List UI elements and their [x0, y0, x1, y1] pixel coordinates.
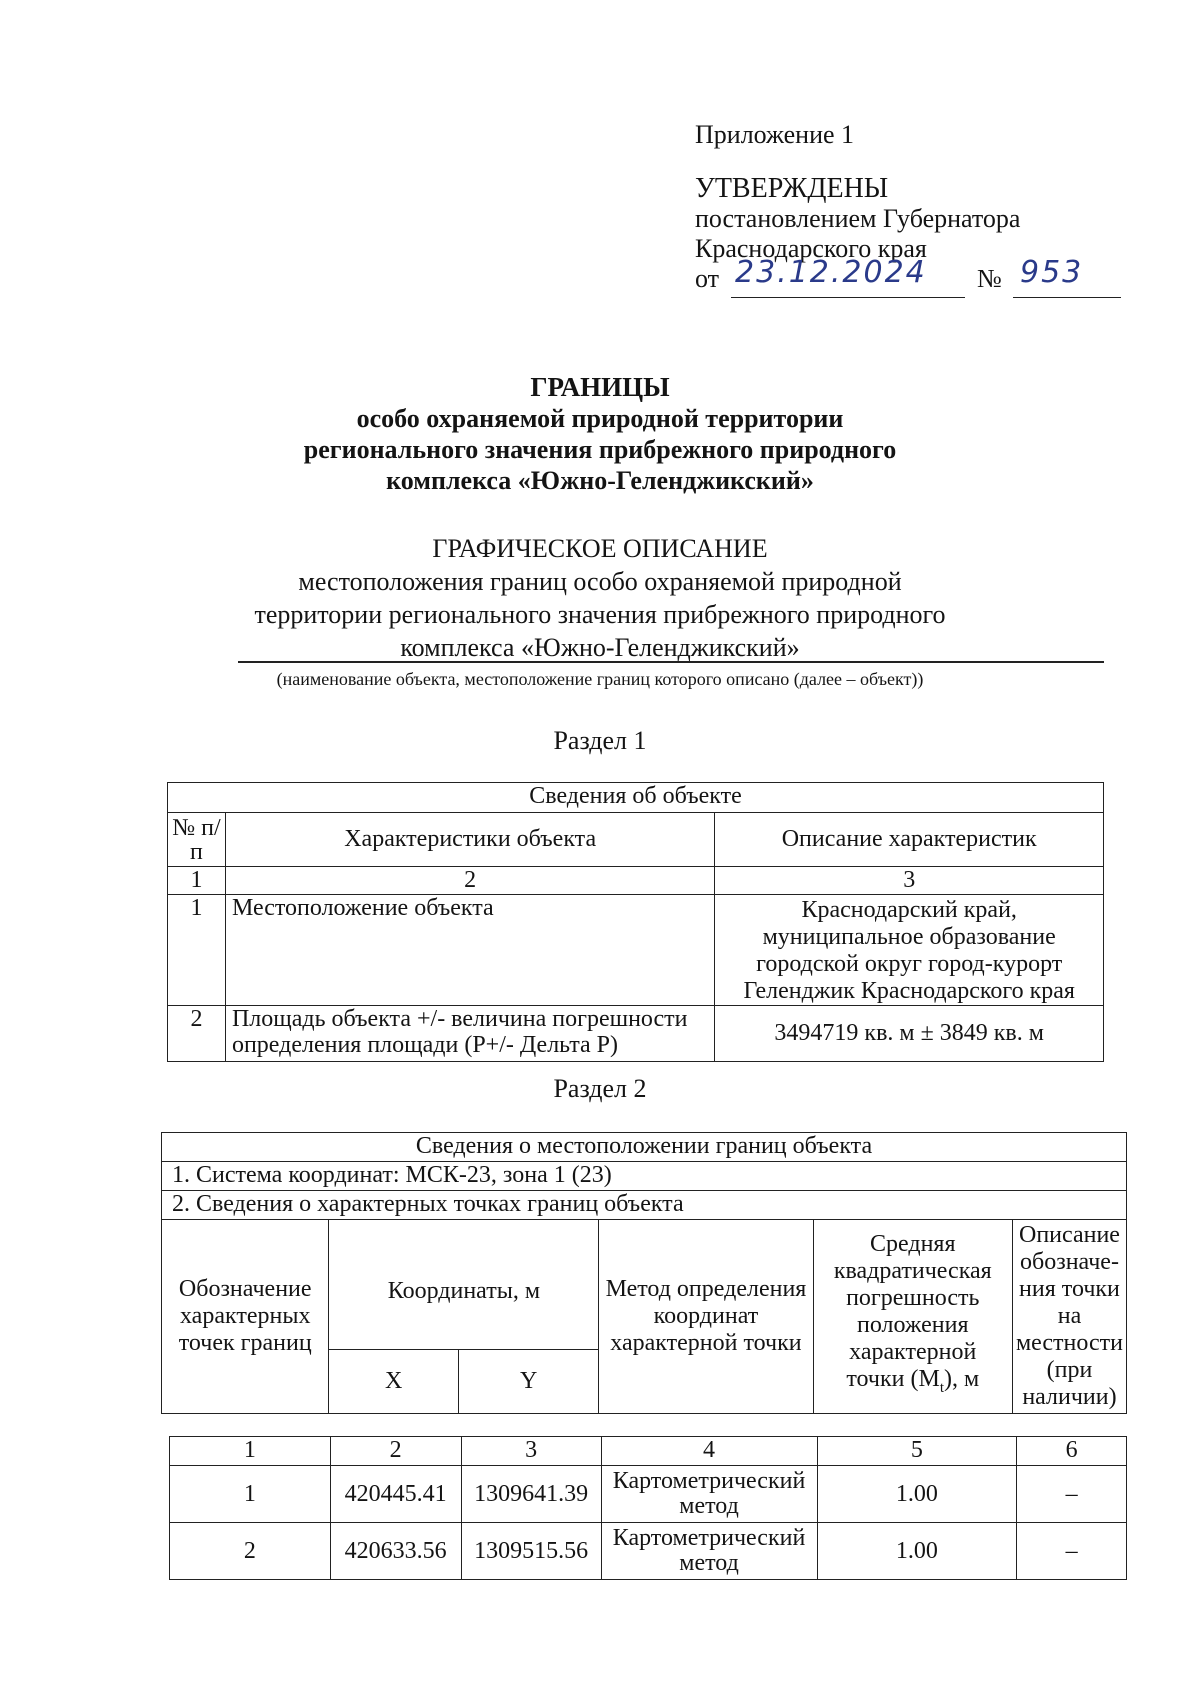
point-error: 1.00	[817, 1523, 1017, 1580]
section-2-heading: Раздел 2	[553, 1074, 647, 1103]
object-info-table	[167, 782, 1104, 1062]
index-cell: 6	[1017, 1437, 1127, 1466]
object-name-rule	[238, 661, 1104, 663]
row-desc: Краснодарский край, муниципальное образование городской округ город-курорт Геленджик Краснодарского края	[715, 895, 1104, 1006]
title-line-3: регионального значения прибрежного природного	[303, 435, 897, 464]
point-id: 2	[170, 1523, 331, 1580]
header-method: Метод определения координат характерной точки	[599, 1220, 813, 1414]
handwritten-number: 953	[1020, 255, 1084, 290]
object-note: (наименование объекта, местоположение границ которого описано (далее – объект))	[276, 669, 924, 689]
subtitle-line-2: местоположения границ особо охраняемой природной	[298, 567, 902, 596]
index-cell: 5	[817, 1437, 1017, 1466]
point-desc: –	[1017, 1466, 1127, 1523]
date-prefix: от	[695, 264, 720, 293]
table-row	[168, 895, 1104, 1006]
index-cell: 3	[461, 1437, 601, 1466]
approved-line-1: постановлением Губернатора	[695, 204, 1021, 233]
point-id: 1	[170, 1466, 331, 1523]
row-num: 2	[168, 1006, 226, 1062]
point-x: 420633.56	[330, 1523, 461, 1580]
index-cell: 2	[225, 867, 714, 895]
table-row	[168, 1006, 1104, 1062]
boundary-info-table	[161, 1132, 1127, 1414]
title-line-4: комплекса «Южно-Геленджикский»	[386, 466, 814, 495]
point-method: Картометрический метод	[601, 1466, 817, 1523]
boundary-points-table	[169, 1436, 1127, 1580]
table-row	[170, 1466, 1127, 1523]
header-y: Y	[458, 1350, 598, 1414]
index-cell: 2	[330, 1437, 461, 1466]
section-1-heading: Раздел 1	[553, 726, 647, 755]
annex-title: Приложение 1	[695, 120, 855, 149]
date-number-line	[695, 255, 1084, 304]
header-desc: Описание характеристик	[715, 813, 1104, 867]
subtitle-line-3: территории регионального значения прибрежного природного	[254, 600, 946, 629]
title-line-1: ГРАНИЦЫ	[530, 372, 670, 402]
handwritten-date: 23.12.2024	[735, 255, 927, 290]
number-prefix: №	[977, 264, 1002, 293]
point-desc: –	[1017, 1523, 1127, 1580]
approved-label: УТВЕРЖДЕНЫ	[695, 173, 889, 204]
table-row	[170, 1523, 1127, 1580]
title-line-2: особо охраняемой природной территории	[356, 404, 844, 433]
header-error	[813, 1220, 1012, 1414]
row-desc: 3494719 кв. м ± 3849 кв. м	[715, 1006, 1104, 1062]
point-method: Картометрический метод	[601, 1523, 817, 1580]
header-coords: Координаты, м	[329, 1220, 599, 1350]
row-num: 1	[168, 895, 226, 1006]
point-y: 1309515.56	[461, 1523, 601, 1580]
points-title: 2. Сведения о характерных точках границ объекта	[162, 1191, 1127, 1220]
header-x: X	[329, 1350, 459, 1414]
point-x: 420445.41	[330, 1466, 461, 1523]
index-cell: 1	[168, 867, 226, 895]
graphic-description-title	[0, 532, 1200, 664]
table-title: Сведения о местоположении границ объекта	[162, 1133, 1127, 1162]
header-error-main: Средняя квадратическая погрешность положения характерной точки (M	[833, 1231, 992, 1393]
approved-line-2: Краснодарского края	[695, 234, 927, 263]
row-char: Местоположение объекта	[225, 895, 714, 1006]
header-error-sub: t	[939, 1379, 944, 1396]
header-designation: Обозначение характерных точек границ	[162, 1220, 329, 1414]
coord-system: 1. Система координат: МСК-23, зона 1 (23)	[162, 1162, 1127, 1191]
date-underline	[731, 297, 965, 298]
index-cell: 3	[715, 867, 1104, 895]
subtitle-line-1: ГРАФИЧЕСКОЕ ОПИСАНИЕ	[432, 534, 768, 563]
index-cell: 4	[601, 1437, 817, 1466]
point-y: 1309641.39	[461, 1466, 601, 1523]
annex-block	[695, 120, 1084, 304]
table-title: Сведения об объекте	[168, 783, 1104, 813]
point-error: 1.00	[817, 1466, 1017, 1523]
header-error-tail: ), м	[943, 1366, 980, 1393]
header-char: Характеристики объекта	[225, 813, 714, 867]
document-title	[0, 372, 1200, 496]
index-cell: 1	[170, 1437, 331, 1466]
header-num: № п/п	[168, 813, 226, 867]
subtitle-line-4: комплекса «Южно-Геленджикский»	[400, 633, 800, 662]
header-description: Описание обозначе-ния точки на местности (при наличии)	[1012, 1220, 1126, 1414]
number-underline	[1013, 297, 1121, 298]
row-char: Площадь объекта +/- величина погрешности определения площади (Р+/- Дельта Р)	[225, 1006, 714, 1062]
